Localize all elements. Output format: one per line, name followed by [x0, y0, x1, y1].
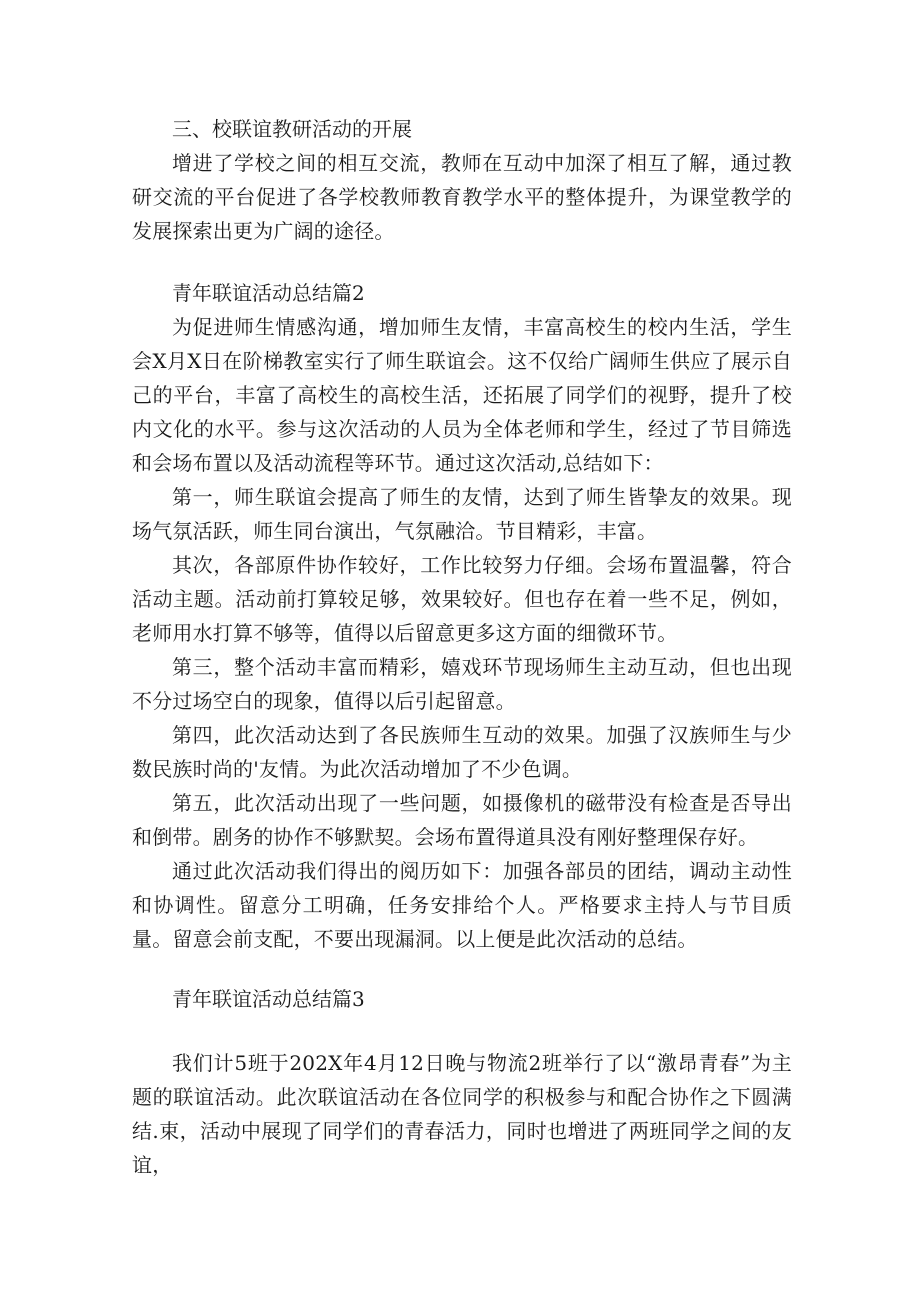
paragraph: 第五，此次活动出现了一些问题，如摄像机的磁带没有检查是否导出和倒带。剧务的协作不够默契。会场布置得道具没有刚好整理保存好。 [132, 791, 792, 849]
section-heading-summary-2: 青年联谊活动总结篇2 [172, 281, 365, 305]
paragraph: 第四，此次活动达到了各民族师生互动的效果。加强了汉族师生与少数民族时尚的'友情。为此次活动增加了不少色调。 [132, 723, 792, 781]
paragraph: 我们计5班于202X年4月12日晚与物流2班举行了以“激昂青春”为主题的联谊活动。此次联谊活动在各位同学的积极参与和配合协作之下圆满结.束，活动中展现了同学们的青春活力，同时也增进了两班同学之间的友谊， [132, 1051, 792, 1177]
section-heading-summary-3: 青年联谊活动总结篇3 [172, 987, 365, 1011]
section-heading-school-liaison: 三、校联谊教研活动的开展 [172, 117, 412, 141]
section-gap [132, 956, 792, 982]
document-body [132, 112, 792, 1182]
paragraph: 通过此次活动我们得出的阅历如下：加强各部员的团结，调动主动性和协调性。留意分工明确，任务安排给个人。严格要求主持人与节目质量。留意会前支配，不要出现漏洞。以上便是此次活动的总结。 [132, 859, 792, 951]
paragraph: 第三，整个活动丰富而精彩，嬉戏环节现场师生主动互动，但也出现不分过场空白的现象，值得以后引起留意。 [132, 655, 792, 713]
paragraph: 为促进师生情感沟通，增加师生友情，丰富高校生的校内生活，学生会X月X日在阶梯教室实行了师生联谊会。这不仅给广阔师生供应了展示自己的平台，丰富了高校生的高校生活，还拓展了同学们的视野，提升了校内文化的水平。参与这次活动的人员为全体老师和学生，经过了节目筛选和会场布置以及活动流程等环节。通过这次活动,总结如下： [132, 315, 792, 475]
paragraph: 增进了学校之间的相互交流，教师在互动中加深了相互了解，通过教研交流的平台促进了各学校教师教育教学水平的整体提升，为课堂教学的发展探索出更为广阔的途径。 [132, 151, 792, 243]
paragraph: 第一，师生联谊会提高了师生的友情，达到了师生皆挚友的效果。现场气氛活跃，师生同台演出，气氛融洽。节目精彩，丰富。 [132, 485, 792, 543]
paragraph: 其次，各部原件协作较好，工作比较努力仔细。会场布置温馨，符合活动主题。活动前打算较足够，效果较好。但也存在着一些不足，例如，老师用水打算不够等，值得以后留意更多这方面的细微环节。 [132, 553, 792, 645]
section-gap [132, 248, 792, 276]
section-gap [132, 1016, 792, 1046]
